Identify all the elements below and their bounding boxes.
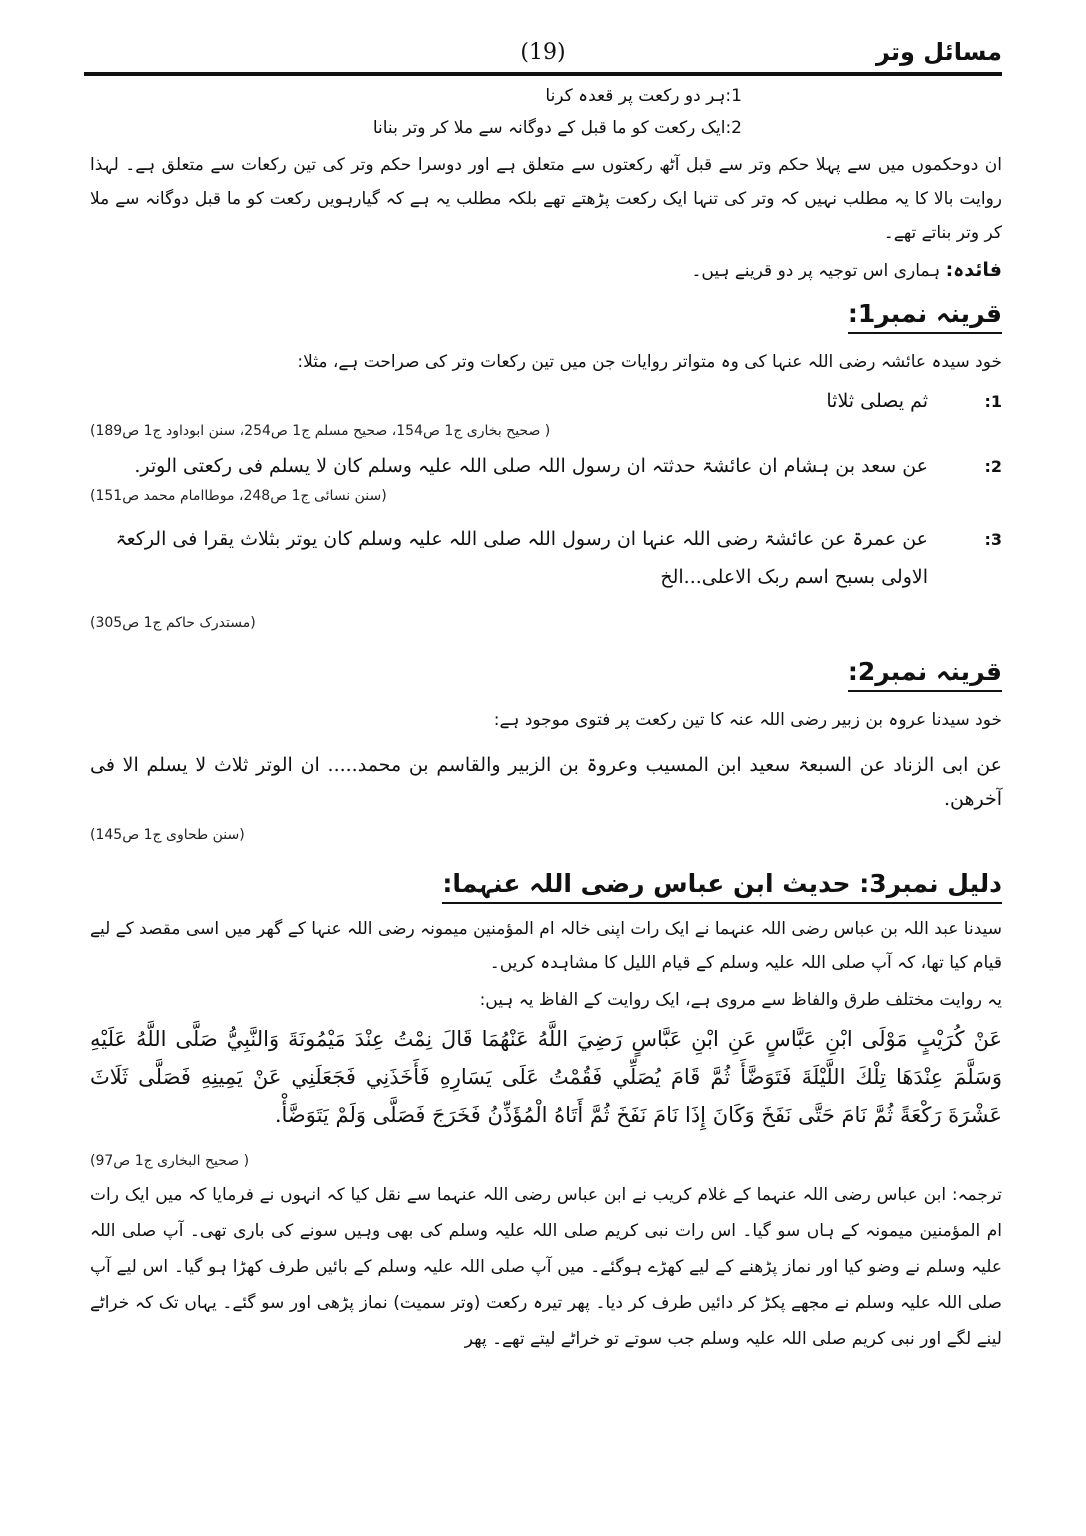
faida-label: فائدہ:	[945, 259, 1002, 281]
item-text: عن سعد بن ہشام ان عائشۃ حدثتہ ان رسول اللہ صلی اللہ علیہ وسلم کان لا یسلم فی رکعتی الوتر.	[134, 455, 928, 477]
page-header	[84, 34, 1002, 74]
translation-paragraph: ترجمہ: ابن عباس رضی اللہ عنہما کے غلام کریب نے ابن عباس رضی اللہ عنہما سے نقل کیا کہ انہوں نے فرمایا کہ میں ایک رات ام المؤمنین میمونہ کے ہاں سو گیا۔ اس رات نبی کریم صلی اللہ علیہ وسلم کی بھی وہیں سونے کی باری تھی۔ آپ صلی اللہ علیہ وسلم نے وضو کیا اور نماز پڑھنے کے لیے کھڑے ہوگئے۔ میں آپ صلی اللہ علیہ وسلم کے بائیں طرف کھڑا ہو گیا۔ اس لیے آپ صلی اللہ علیہ وسلم نے مجھے پکڑ کر دائیں طرف کر دیا۔ پھر تیرہ رکعت (وتر سمیت) نماز پڑھی اور سو گئے۔ یہاں تک کہ خراٹے لینے لگے اور نبی کریم صلی اللہ علیہ وسلم جب سوتے تو خراٹے لیتے تھے۔ پھر	[90, 1185, 1002, 1349]
qarina-2-heading: قرینہ نمبر2:	[848, 657, 1002, 692]
qarina-1-item	[90, 520, 1002, 596]
intro-point-2: 2:ایک رکعت کو ما قبل کے دوگانہ سے ملا کر وتر بنانا	[372, 118, 742, 138]
qarina-1-section	[90, 299, 1002, 631]
item-number: 2:	[984, 457, 1002, 476]
hadith-arabic-text: عَنْ كُرَيْبٍ مَوْلَى ابْنِ عَبَّاسٍ عَنِ ابْنِ عَبَّاسٍ رَضِيَ اللَّهُ عَنْهُمَا قَالَ نِمْتُ عِنْدَ مَيْمُونَةَ وَالنَّبِيُّ صَلَّى اللَّهُ عَلَيْهِ وَسَلَّمَ عِنْدَهَا تِلْكَ اللَّيْلَةَ فَتَوَضَّأَ ثُمَّ قَامَ يُصَلِّي فَقُمْتُ عَلَى يَسَارِهِ فَأَخَذَنِي فَجَعَلَنِي عَنْ يَمِينِهِ فَصَلَّى ثَلَاثَ عَشْرَةَ رَكْعَةً ثُمَّ نَامَ حَتَّى نَفَخَ وَكَانَ إِذَا نَامَ نَفَخَ ثُمَّ أَتَاهُ الْمُؤَذِّنُ فَخَرَجَ فَصَلَّى وَلَمْ يَتَوَضَّأْ.	[90, 1027, 1002, 1127]
qarina-2-section	[90, 657, 1002, 843]
qarina-2-intro: خود سیدنا عروہ بن زبیر رضی اللہ عنہ کا تین رکعت پر فتوی موجود ہے:	[493, 710, 1002, 730]
intro-paragraph: ان دوحکموں میں سے پہلا حکم وتر سے قبل آٹھ رکعتوں سے متعلق ہے اور دوسرا حکم وتر کی تین رکعات سے متعلق ہے۔ لہذا روایت بالا کا یہ مطلب نہیں کہ وتر کی تنہا ایک رکعت پڑھتے تھے بلکہ مطلب یہ ہے کہ گیارہویں رکعت کو ما قبل دوگانہ سے ملا کر وتر بناتے تھے۔	[90, 155, 1002, 243]
riwayat-intro: یہ روایت مختلف طرق والفاظ سے مروی ہے، ایک روایت کے الفاظ یہ ہیں:	[479, 990, 1002, 1010]
qarina-1-heading: قرینہ نمبر1:	[848, 299, 1002, 334]
citation: (مستدرک حاکم ج1 ص305)	[90, 615, 256, 631]
dalil-3-paragraph: سیدنا عبد اللہ بن عباس رضی اللہ عنہما نے ایک رات اپنی خالہ ام المؤمنین میمونہ رضی اللہ عنہا کے گھر میں اسی مقصد کے لیے قیام کیا تھا، کہ آپ صلی اللہ علیہ وسلم کے قیام اللیل کا مشاہدہ کریں۔	[90, 919, 1002, 973]
page-number: (19)	[520, 40, 566, 65]
citation: ( صحیح بخاری ج1 ص154، صحیح مسلم ج1 ص254، سنن ابوداود ج1 ص189)	[90, 423, 551, 439]
item-number: 1:	[984, 392, 1002, 411]
intro-point-1: 1:ہر دو رکعت پر قعدہ کرنا	[545, 86, 742, 106]
item-number: 3:	[984, 530, 1002, 549]
header-rule	[84, 72, 1002, 76]
faida-text: ہماری اس توجیہ پر دو قرینے ہیں۔	[691, 261, 941, 281]
qarina-1-item	[90, 455, 1002, 477]
page-body	[90, 84, 1002, 1357]
citation: (سنن نسائی ج1 ص248، موطاامام محمد ص151)	[90, 488, 387, 504]
item-text: ثم یصلی ثلاثا	[826, 390, 928, 412]
item-text: عن عمرۃ عن عائشۃ رضی اللہ عنہا ان رسول اللہ صلی اللہ علیہ وسلم کان یوتر بثلاث یقرا فی الرکعۃ الاولی بسبح اسم ربک الاعلی...الخ	[115, 528, 928, 588]
qarina-1-intro: خود سیدہ عائشہ رضی اللہ عنہا کی وہ متواتر روایات جن میں تین رکعات وتر کی صراحت ہے، مثلا:	[297, 352, 1002, 372]
running-title: مسائل وتر	[876, 38, 1002, 66]
qarina-2-text: عن ابی الزناد عن السبعۃ سعید ابن المسیب وعروۃ بن الزبیر والقاسم بن محمد..... ان الوتر ثلاث لا یسلم الا فی آخرھن.	[90, 754, 1002, 810]
qarina-1-item	[90, 390, 1002, 412]
dalil-3-heading: دلیل نمبر3: حدیث ابن عباس رضی اللہ عنہما:	[442, 869, 1002, 904]
citation: (سنن طحاوی ج1 ص145)	[90, 827, 245, 843]
dalil-3-section	[90, 869, 1002, 1357]
faida-line	[90, 258, 1002, 283]
citation: ( صحیح البخاری ج1 ص97)	[90, 1153, 250, 1169]
